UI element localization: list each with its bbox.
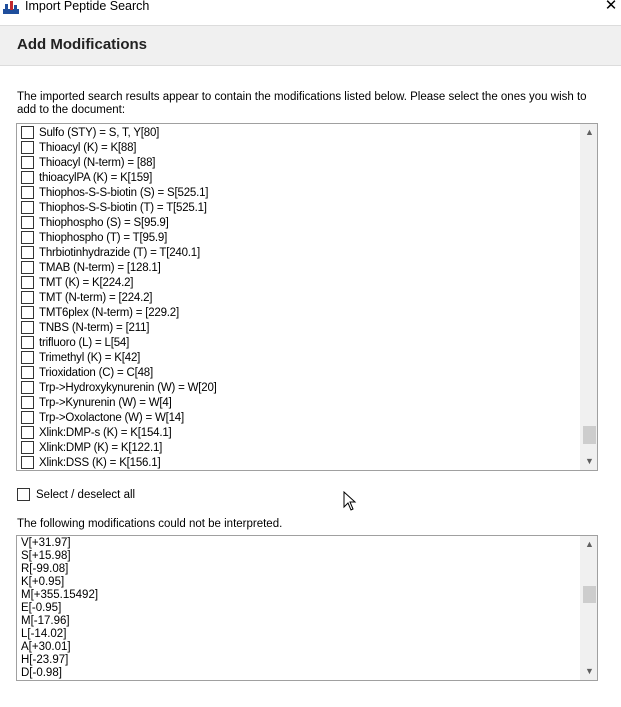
window-title: Import Peptide Search [25,0,150,13]
modification-label: Thiophos-S-S-biotin (T) = T[525.1] [39,201,207,214]
skyline-app-icon [2,0,20,15]
modification-label: thioacylPA (K) = K[159] [39,171,153,184]
page-title: Add Modifications [17,36,147,53]
modification-item[interactable] [21,365,153,380]
modification-item[interactable] [21,410,184,425]
modification-checkbox[interactable] [21,126,34,139]
uninterpreted-item: A[+30.01] [21,641,71,653]
modification-label: Trp->Kynurenin (W) = W[4] [39,396,172,409]
modification-item[interactable] [21,245,200,260]
scroll-up-arrow-icon[interactable]: ▲ [585,539,594,549]
modification-label: Thiophos-S-S-biotin (S) = S[525.1] [39,186,209,199]
uninterpreted-scrollbar[interactable] [580,536,597,680]
modification-checkbox[interactable] [21,276,34,289]
modification-label: Thioacyl (K) = K[88] [39,141,137,154]
modification-label: TMT6plex (N-term) = [229.2] [39,306,179,319]
uninterpreted-item: E[-0.95] [21,602,62,614]
modification-checkbox[interactable] [21,171,34,184]
modification-item[interactable] [21,305,179,320]
modification-label: TMT (K) = K[224.2] [39,276,134,289]
uninterpreted-item: S[+15.98] [21,550,71,562]
modifications-scroll-thumb[interactable] [583,426,596,444]
modification-label: Trp->Oxolactone (W) = W[14] [39,411,184,424]
modification-label: Thioacyl (N-term) = [88] [39,156,156,169]
modification-checkbox[interactable] [21,186,34,199]
modification-label: trifluoro (L) = L[54] [39,336,130,349]
select-all-checkbox[interactable] [17,488,30,501]
uninterpreted-label: The following modifications could not be interpreted. [17,518,283,530]
modification-item[interactable] [21,125,159,140]
modification-checkbox[interactable] [21,261,34,274]
modification-label: Thiophospho (T) = T[95.9] [39,231,168,244]
modification-checkbox[interactable] [21,156,34,169]
modification-checkbox[interactable] [21,381,34,394]
modification-item[interactable] [21,260,161,275]
modification-checkbox[interactable] [21,366,34,379]
modification-checkbox[interactable] [21,441,34,454]
modification-item[interactable] [21,380,217,395]
modification-item[interactable] [21,395,172,410]
modification-checkbox[interactable] [21,411,34,424]
modification-item[interactable] [21,350,140,365]
modification-label: Sulfo (STY) = S, T, Y[80] [39,126,160,139]
modification-checkbox[interactable] [21,291,34,304]
uninterpreted-item: M[+355.15492] [21,589,99,601]
modification-item[interactable] [21,320,149,335]
modification-item[interactable] [21,425,172,440]
uninterpreted-scroll-thumb[interactable] [583,586,596,603]
instructions-text: The imported search results appear to contain the modifications listed below. Please select the ones you wish to add to the document: [17,91,587,116]
modification-item[interactable] [21,290,152,305]
modification-checkbox[interactable] [21,201,34,214]
modification-checkbox[interactable] [21,456,34,469]
uninterpreted-item: D[-0.98] [21,667,62,679]
modification-item[interactable] [21,455,160,470]
modification-item[interactable] [21,230,167,245]
modification-item[interactable] [21,140,136,155]
modification-label: Xlink:DMP (K) = K[122.1] [39,441,163,454]
mouse-pointer-icon [343,491,357,511]
modification-checkbox[interactable] [21,351,34,364]
modification-checkbox[interactable] [21,246,34,259]
uninterpreted-item: L[-14.02] [21,628,67,640]
modification-label: Trimethyl (K) = K[42] [39,351,141,364]
modifications-checklist[interactable] [16,123,598,471]
select-all-checkbox-row[interactable] [17,487,135,502]
uninterpreted-modifications-textbox[interactable] [16,535,598,681]
uninterpreted-item: H[-23.97] [21,654,69,666]
uninterpreted-item: M[-17.96] [21,615,70,627]
modification-item[interactable] [21,155,155,170]
modification-item[interactable] [21,215,169,230]
scroll-down-arrow-icon[interactable]: ▼ [585,666,594,676]
modification-label: Thrbiotinhydrazide (T) = T[240.1] [39,246,200,259]
modification-checkbox[interactable] [21,336,34,349]
modification-item[interactable] [21,200,207,215]
modification-checkbox[interactable] [21,141,34,154]
uninterpreted-items [21,536,580,680]
scroll-down-arrow-icon[interactable]: ▼ [585,456,594,466]
modifications-items [17,124,580,470]
modification-label: TMAB (N-term) = [128.1] [39,261,161,274]
modifications-scrollbar[interactable] [580,124,597,470]
modification-item[interactable] [21,275,133,290]
modification-item[interactable] [21,335,129,350]
scroll-up-arrow-icon[interactable]: ▲ [585,127,594,137]
uninterpreted-item: R[-99.08] [21,563,69,575]
modification-label: TMT (N-term) = [224.2] [39,291,153,304]
modification-label: TNBS (N-term) = [211] [39,321,150,334]
uninterpreted-item: V[+31.97] [21,537,71,549]
wizard-header [0,25,621,66]
modification-checkbox[interactable] [21,216,34,229]
title-bar [0,0,621,18]
modification-checkbox[interactable] [21,396,34,409]
modification-label: Thiophospho (S) = S[95.9] [39,216,169,229]
modification-label: Trioxidation (C) = C[48] [39,366,153,379]
select-all-label: Select / deselect all [36,488,136,501]
modification-label: Xlink:DMP-s (K) = K[154.1] [39,426,172,439]
modification-label: Xlink:DSS (K) = K[156.1] [39,456,161,469]
modification-checkbox[interactable] [21,321,34,334]
modification-checkbox[interactable] [21,306,34,319]
modification-item[interactable] [21,185,208,200]
modification-checkbox[interactable] [21,426,34,439]
uninterpreted-item: K[+0.95] [21,576,65,588]
modification-label: Trp->Hydroxykynurenin (W) = W[20] [39,381,217,394]
close-button[interactable]: ✕ [604,0,618,14]
modification-item[interactable] [21,170,152,185]
modification-item[interactable] [21,440,162,455]
modification-checkbox[interactable] [21,231,34,244]
